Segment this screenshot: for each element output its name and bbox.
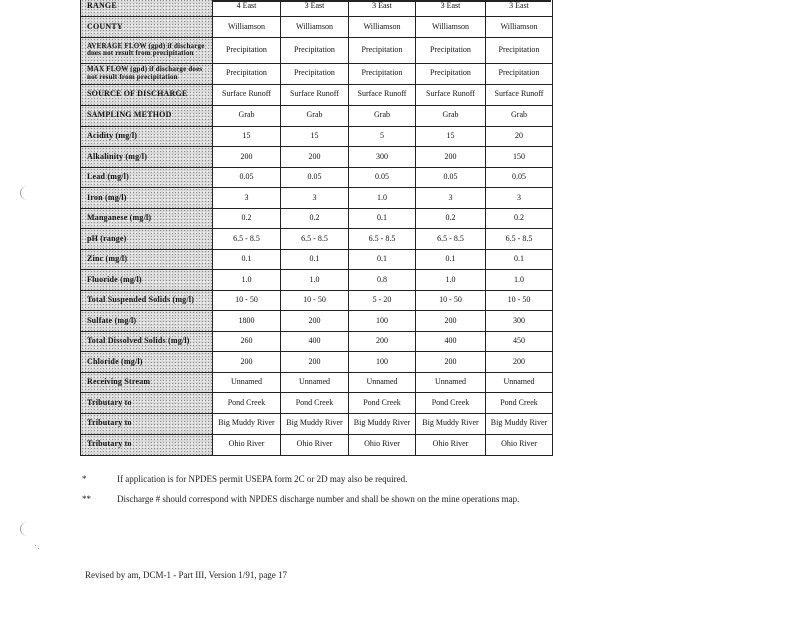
table-cell: Williamson [500,21,538,31]
table-cell: Ohio River [501,439,537,449]
table-cell: 200 [281,147,349,167]
row-label: Iron (mg/l) [81,188,213,208]
table-cell: 260 [213,332,281,352]
table-row [81,435,552,456]
table-row [81,127,552,148]
table-cell: 0.05 [213,168,281,188]
table-cell: Surface Runoff [494,89,544,99]
table-cell: Precipitation [498,45,540,54]
table-cell: Surface Runoff [416,85,486,105]
table-cell: 0.05 [512,172,526,181]
table-cell: 5 [349,127,416,147]
table-cell: Unnamed [281,373,349,393]
table-cell: Precipitation [349,64,416,84]
table-cell: 10 - 50 [507,295,531,304]
row-label: Lead (mg/l) [81,168,213,188]
table-cell: 1.0 [514,274,524,284]
table-cell: 10 - 50 [213,291,281,311]
punch-hole-mark [20,186,35,200]
table-cell: 0.2 [213,209,281,229]
table-cell: Surface Runoff [281,85,349,105]
table-cell: 200 [281,352,349,372]
table-cell: 100 [349,311,416,331]
row-label: Manganese (mg/l) [81,209,213,229]
table-cell: 0.1 [514,254,524,263]
revision-footer: Revised by am, DCM-1 - Part III, Version 1/91, page 17 [85,570,288,580]
table-cell: Williamson [281,17,349,37]
table-row [81,38,552,64]
table-row [81,188,552,209]
table-cell: 3 East [349,0,416,16]
table-row [81,414,552,435]
scan-speck [35,545,36,546]
table-cell: 0.1 [416,250,486,270]
row-label: SAMPLING METHOD [81,106,213,126]
table-cell: 400 [416,332,486,352]
table-cell: 200 [281,311,349,331]
table-cell: Grab [511,110,527,120]
table-cell: 200 [349,332,416,352]
table-row [81,209,552,230]
table-cell: 200 [213,147,281,167]
table-cell: Ohio River [281,435,349,455]
table-row [81,393,552,414]
table-cell: 15 [281,127,349,147]
table-cell: Big Muddy River [490,418,548,428]
table-cell: Precipitation [213,64,281,84]
table-cell: Ohio River [213,435,281,455]
table-row [81,352,552,373]
table-cell: Big Muddy River [281,414,349,434]
table-cell: 3 [281,188,349,208]
footnote-1-text: If application is for NPDES permit USEPA form 2C or 2D may also be required. [117,474,408,484]
table-cell: Grab [281,106,349,126]
table-row [81,311,552,332]
row-label: SOURCE OF DISCHARGE [81,85,213,105]
table-cell: Pond Creek [349,393,416,413]
table-cell: 6.5 - 8.5 [281,229,349,249]
row-label: Alkalinity (mg/l) [81,147,213,167]
row-label: Chloride (mg/l) [81,352,213,372]
table-cell: Unnamed [213,373,281,393]
table-cell: Unnamed [503,377,535,386]
table-cell: 6.5 - 8.5 [416,229,486,249]
table-cell: 150 [513,151,525,161]
table-cell: 1.0 [349,188,416,208]
table-cell: Precipitation [349,38,416,63]
table-cell: Big Muddy River [349,414,416,434]
table-cell: Grab [213,106,281,126]
table-row [81,17,552,38]
table-cell: 3 [213,188,281,208]
table-row [81,250,552,271]
table-cell: Pond Creek [281,393,349,413]
table-cell: 6.5 - 8.5 [505,233,533,243]
table-cell: 300 [513,315,525,325]
table-row [81,64,552,85]
table-row [81,168,552,189]
table-cell: 450 [513,336,525,345]
table-row [81,147,552,168]
table-cell: 1800 [213,311,281,331]
table-cell: 3 East [281,0,349,16]
footnote-2-mark: ** [82,494,91,504]
table-cell: 0.2 [416,209,486,229]
table-cell: Precipitation [281,38,349,63]
table-cell: 10 - 50 [281,291,349,311]
table-cell: 3 [517,192,521,202]
table-cell: Big Muddy River [213,414,281,434]
table-row [81,229,552,250]
table-cell: 0.05 [416,168,486,188]
row-label: Acidity (mg/l) [81,127,213,147]
table-cell: 10 - 50 [416,291,486,311]
footnote-2-text: Discharge # should correspond with NPDES discharge number and shall be shown on the mine operations map. [117,494,520,504]
table-cell: Precipitation [213,38,281,63]
table-cell: 6.5 - 8.5 [349,229,416,249]
row-label: Sulfate (mg/l) [81,311,213,331]
table-cell: 3 East [416,0,486,16]
table-cell: 100 [349,352,416,372]
table-cell: Pond Creek [416,393,486,413]
discharge-table [80,0,553,456]
table-cell: 0.1 [281,250,349,270]
table-cell: 0.2 [514,213,524,222]
table-cell: Pond Creek [500,397,538,407]
table-cell: Grab [416,106,486,126]
row-label: AVERAGE FLOW (gpd) if discharge does not result from precipitation [81,38,213,63]
table-row [81,270,552,291]
row-label: RANGE [81,0,213,16]
footnote-1-mark: * [82,474,87,484]
table-cell: 1.0 [213,270,281,290]
row-label: Tributary to [81,414,213,434]
table-cell: 0.05 [281,168,349,188]
table-cell: 3 East [509,0,529,10]
table-cell: Ohio River [349,435,416,455]
punch-hole-mark [20,522,35,536]
row-label: Fluoride (mg/l) [81,270,213,290]
table-cell: Precipitation [281,64,349,84]
row-label: Tributary to [81,435,213,455]
table-cell: Precipitation [416,64,486,84]
table-row [81,291,552,312]
table-cell: Precipitation [498,68,540,78]
row-label: Zinc (mg/l) [81,250,213,270]
table-cell: 20 [515,131,523,140]
table-cell: Precipitation [416,38,486,63]
table-cell: 0.8 [349,270,416,290]
table-cell: 200 [416,311,486,331]
table-cell: 400 [281,332,349,352]
row-label: Receiving Stream [81,373,213,393]
table-cell: 1.0 [281,270,349,290]
row-label: Tributary to [81,393,213,413]
row-label: pH (range) [81,229,213,249]
table-cell: 1.0 [416,270,486,290]
table-cell: Unnamed [416,373,486,393]
table-cell: 0.1 [349,209,416,229]
table-cell: 5 - 20 [349,291,416,311]
table-cell: Williamson [213,17,281,37]
table-cell: 200 [513,356,525,366]
table-cell: 15 [213,127,281,147]
table-cell: Grab [349,106,416,126]
table-cell: 15 [416,127,486,147]
row-label: Total Dissolved Solids (mg/l) [81,332,213,352]
table-cell: 200 [416,352,486,372]
table-cell: Williamson [416,17,486,37]
table-cell: 200 [213,352,281,372]
table-cell: Pond Creek [213,393,281,413]
table-row [81,85,552,106]
table-row [81,373,552,394]
table-cell: Ohio River [416,435,486,455]
table-cell: Unnamed [349,373,416,393]
table-row [81,332,552,353]
table-cell: 4 East [213,0,281,16]
table-cell: Big Muddy River [416,414,486,434]
table-cell: Surface Runoff [213,85,281,105]
row-label: COUNTY [81,17,213,37]
table-cell: Surface Runoff [349,85,416,105]
table-cell: 0.1 [213,250,281,270]
table-cell: 3 [416,188,486,208]
table-cell: 0.05 [349,168,416,188]
scan-speck [38,548,39,549]
table-cell: 6.5 - 8.5 [213,229,281,249]
row-label: Total Suspended Solids (mg/l) [81,291,213,311]
table-cell: Williamson [349,17,416,37]
table-cell: 0.2 [281,209,349,229]
table-row [81,106,552,127]
table-cell: 200 [416,147,486,167]
row-label: MAX FLOW (gpd) if discharge does not result from precipitation [81,64,213,84]
table-cell: 0.1 [349,250,416,270]
table-cell: 300 [349,147,416,167]
table-row [81,0,552,17]
